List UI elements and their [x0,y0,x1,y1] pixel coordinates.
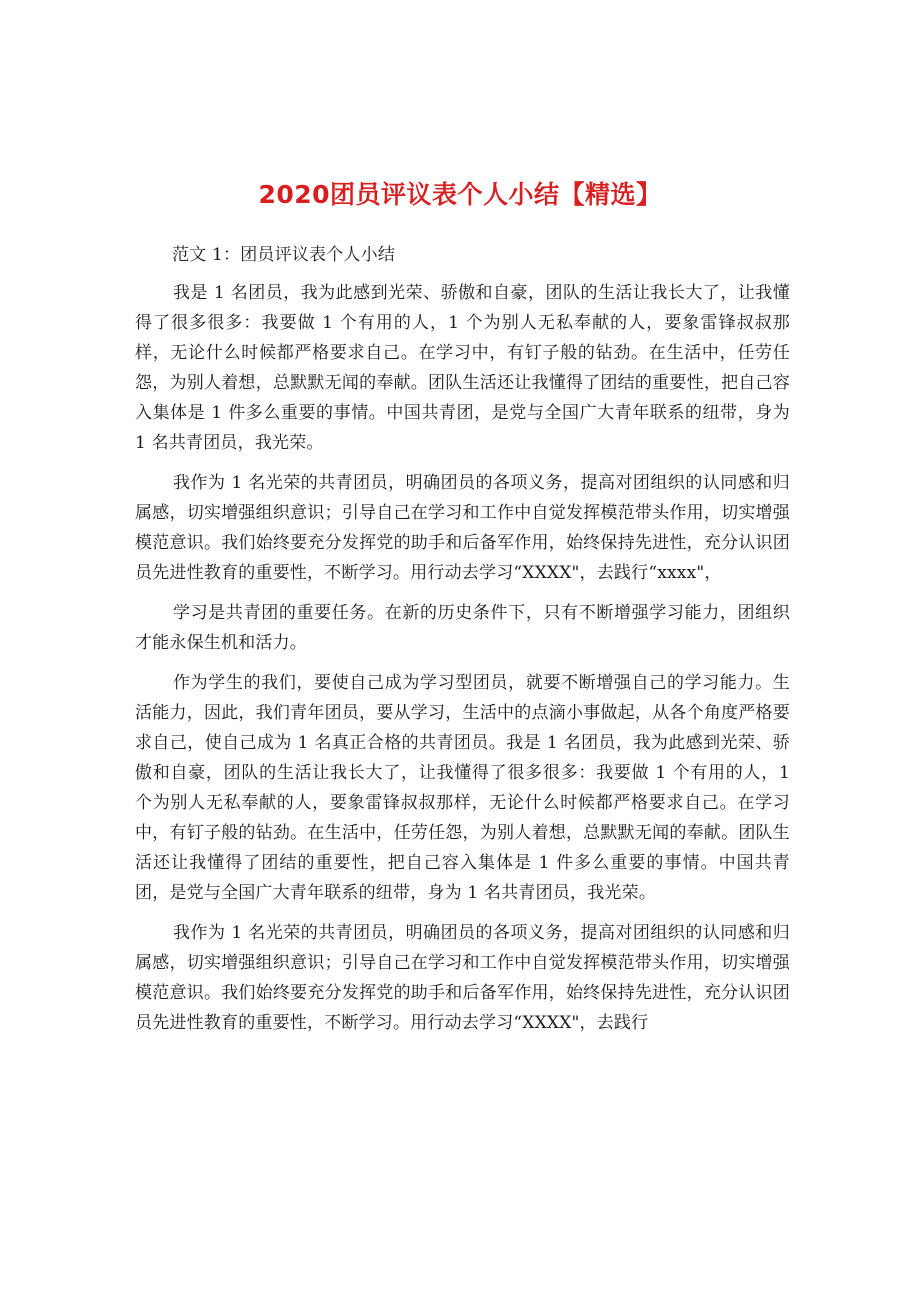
document-title: 2020团员评议表个人小结【精选】 [258,179,662,209]
paragraph-5: 我作为 1 名光荣的共青团员，明确团员的各项义务，提高对团组织的认同感和归属感，切实增强组织意识；引导自己在学习和工作中自觉发挥模范带头作用，切实增强模范意识。我们始终要充分发挥党的助手和后备军作用，始终保持先进性，充分认识团员先进性教育的重要性，不断学习。用行动去学习“XXXX"，去践行 [135,923,790,1033]
paragraph-1: 我是 1 名团员，我为此感到光荣、骄傲和自豪，团队的生活让我长大了，让我懂得了很多很多：我要做 1 个有用的人，1 个为别人无私奉献的人，要象雷锋叔叔那样，无论什么时候都严格要求自己。在学习中，有钉子般的钻劲。在生活中，任劳任怨，为别人着想，总默默无闻的奉献。团队生活还让我懂得了团结的重要性，把自己容入集体是 1 件多么重要的事情。中国共青团，是党与全国广大青年联系的纽带，身为 1 名共青团员，我光荣。 [135,283,796,453]
paragraph-2: 我作为 1 名光荣的共青团员，明确团员的各项义务，提高对团组织的认同感和归属感，切实增强组织意识；引导自己在学习和工作中自觉发挥模范带头作用，切实增强模范意识。我们始终要充分发挥党的助手和后备军作用，始终保持先进性，充分认识团员先进性教育的重要性，不断学习。用行动去学习“XXXX"，去践行“xxxx"， [135,473,790,583]
paragraph-4: 作为学生的我们，要使自己成为学习型团员，就要不断增强自己的学习能力。生活能力，因此，我们青年团员，要从学习，生活中的点滴小事做起，从各个角度严格要求自己，使自己成为 1 名真正合格的共青团员。我是 1 名团员，我为此感到光荣、骄傲和自豪，团队的生活让我长大了，让我懂得了很多很多：我要做 1 个有用的人，1 个为别人无私奉献的人，要象雷锋叔叔那样，无论什么时候都严格要求自己。在学习中，有钉子般的钻劲。在生活中，任劳任怨，为别人着想，总默默无闻的奉献。团队生活还让我懂得了团结的重要性，把自己容入集体是 1 件多么重要的事情。中国共青团，是党与全国广大青年联系的纽带，身为 1 名共青团员，我光荣。 [135,673,796,903]
section-subtitle: 范文 1：团员评议表个人小结 [172,245,396,265]
document-body [135,240,796,1038]
paragraph-3: 学习是共青团的重要任务。在新的历史条件下，只有不断增强学习能力，团组织才能永保生机和活力。 [135,603,790,653]
